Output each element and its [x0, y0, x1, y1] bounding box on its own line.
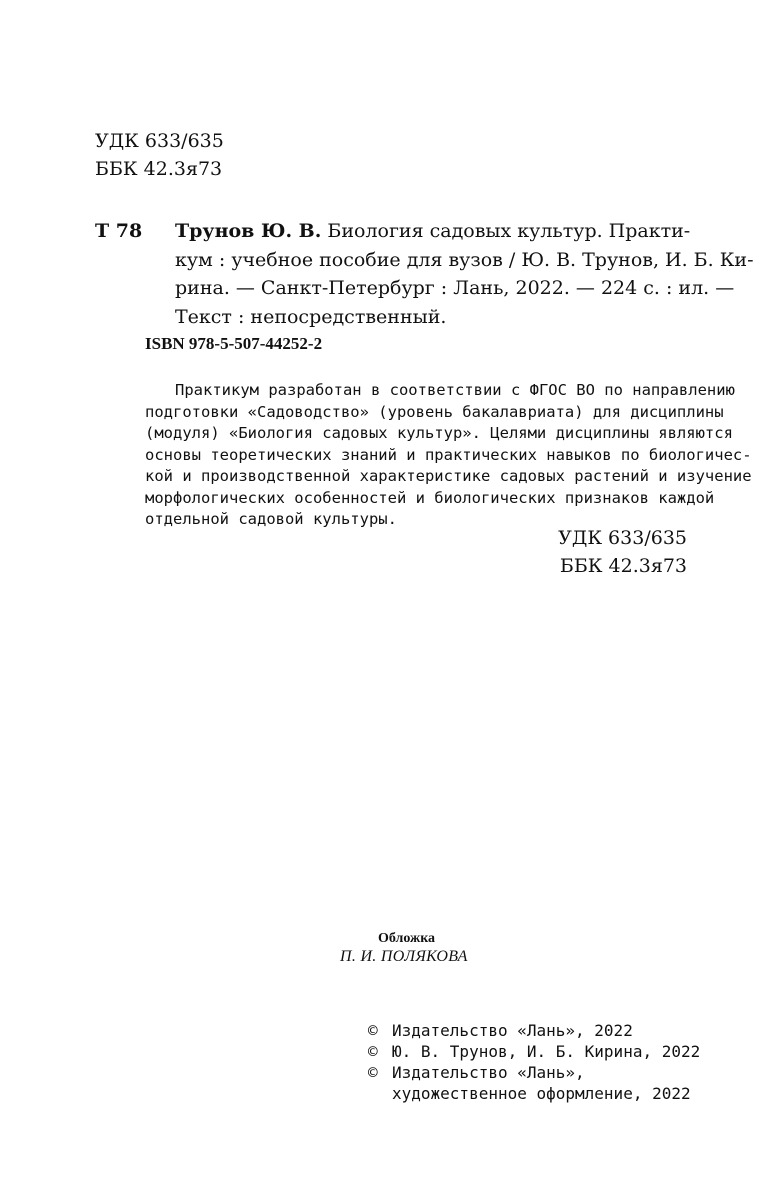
author-name: Трунов Ю. В. — [175, 220, 322, 242]
abstract-line: Практикум разработан в соответствии с ФГОС ВО по направлению — [175, 381, 735, 399]
abstract-line: основы теоретических знаний и практических навыков по биологичес- — [145, 445, 752, 464]
abstract-line: отдельной садовой культуры. — [145, 510, 397, 528]
abstract — [145, 380, 752, 531]
isbn: ISBN 978-5-507-44252-2 — [145, 334, 323, 353]
author-sign: Т 78 — [95, 220, 143, 242]
abstract-line: подготовки «Садоводство» (уровень бакалавриата) для дисциплины — [145, 402, 724, 421]
classification-block-top — [95, 127, 224, 183]
bibliographic-line: Текст : непосредственный. — [175, 305, 447, 328]
cover-label: Обложка — [378, 931, 436, 946]
udk-code: УДК 633/635 — [95, 130, 224, 152]
copyright-line — [368, 1062, 700, 1104]
bbk-code: ББК 42.3я73 — [559, 555, 687, 577]
copyright-line — [368, 1020, 700, 1041]
bibliographic-line: кум : учебное пособие для вузов / Ю. В. Трунов, И. Б. Ки- — [175, 248, 754, 271]
copyright-line — [368, 1041, 700, 1062]
copyright-text: Издательство «Лань», художественное оформление, 2022 — [392, 1063, 691, 1103]
bibliographic-record — [175, 217, 754, 331]
copyright-icon: © — [368, 1063, 378, 1082]
copyright-icon: © — [368, 1021, 378, 1040]
copyright-text: Издательство «Лань», 2022 — [392, 1021, 633, 1040]
copyright-block — [368, 1020, 700, 1104]
copyright-text: Ю. В. Трунов, И. Б. Кирина, 2022 — [392, 1042, 701, 1061]
bibliographic-line: Трунов Ю. В. Биология садовых культур. Практи- — [175, 220, 691, 242]
abstract-line: кой и производственной характеристике садовых растений и изучение — [145, 467, 752, 485]
bbk-code: ББК 42.3я73 — [95, 158, 223, 180]
abstract-line: морфологических особенностей и биологических признаков каждой — [145, 488, 715, 507]
classification-block-bottom — [558, 524, 687, 580]
cover-designer: П. И. ПОЛЯКОВА — [340, 948, 468, 965]
copyright-icon: © — [368, 1042, 378, 1061]
abstract-line: (модуля) «Биология садовых культур». Целями дисциплины являются — [145, 424, 733, 442]
udk-code: УДК 633/635 — [558, 527, 687, 549]
bibliographic-line: рина. — Санкт-Петербург : Лань, 2022. — 224 с. : ил. — — [175, 277, 735, 299]
